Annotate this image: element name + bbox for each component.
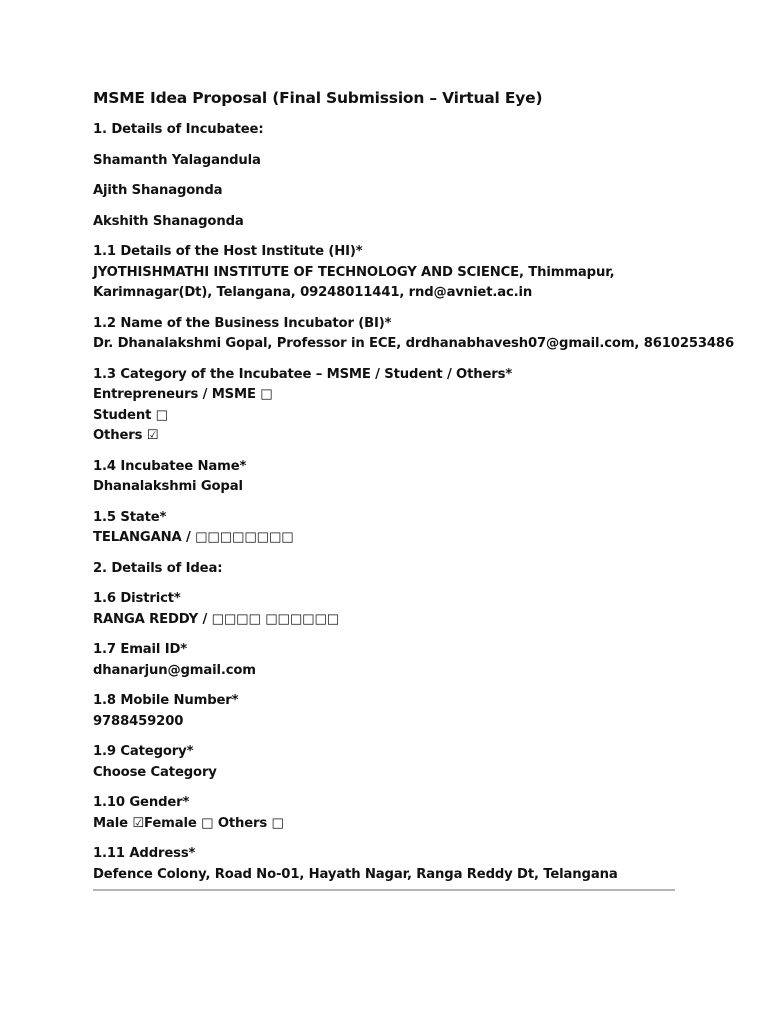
incubatee-name-3: Akshith Shanagonda (93, 213, 244, 229)
horizontal-divider (93, 889, 675, 891)
host-institute-label: 1.1 Details of the Host Institute (HI)* (93, 244, 363, 259)
address-label: 1.11 Address* (93, 846, 196, 861)
mobile-label: 1.8 Mobile Number* (93, 693, 239, 708)
email-block (93, 640, 683, 681)
incubatee-category-block (93, 365, 683, 447)
category-label: 1.9 Category* (93, 744, 194, 759)
incubatee-name-block (93, 457, 683, 498)
category-block (93, 742, 683, 783)
incubatee-name-1: Shamanth Yalagandula (93, 152, 261, 168)
business-incubator-label: 1.2 Name of the Business Incubator (BI)* (93, 315, 392, 331)
business-incubator-block (93, 314, 734, 355)
district-value: RANGA REDDY / □□□□ □□□□□□ (93, 611, 340, 627)
section-1-heading: 1. Details of Incubatee: (93, 122, 264, 137)
host-institute-block (93, 242, 683, 304)
host-institute-value: JYOTHISHMATHI INSTITUTE OF TECHNOLOGY AND SCIENCE, Thimmapur, Karimnagar(Dt), Telangana, 09248011441, rnd@avniet.ac.in (93, 264, 615, 300)
gender-block (93, 793, 683, 834)
district-label: 1.6 District* (93, 591, 181, 606)
address-value: Defence Colony, Road No-01, Hayath Nagar, Ranga Reddy Dt, Telangana (93, 866, 618, 882)
email-label: 1.7 Email ID* (93, 642, 188, 657)
gender-value: Male ☑Female □ Others □ (93, 815, 284, 831)
state-label: 1.5 State* (93, 509, 167, 525)
state-block (93, 508, 683, 549)
address-block (93, 844, 683, 885)
incubatee-name-label: 1.4 Incubatee Name* (93, 458, 247, 474)
section-2-heading: 2. Details of Idea: (93, 560, 223, 576)
district-block (93, 589, 683, 630)
incubatee-category-label: 1.3 Category of the Incubatee – MSME / Student / Others* (93, 366, 513, 382)
incubatee-name-value: Dhanalakshmi Gopal (93, 479, 243, 494)
document-title: MSME Idea Proposal (Final Submission – Virtual Eye) (93, 89, 543, 107)
category-option-student: Student □ (93, 407, 168, 423)
category-option-msme: Entrepreneurs / MSME □ (93, 387, 273, 402)
state-value: TELANGANA / □□□□□□□□ (93, 530, 294, 545)
gender-label: 1.10 Gender* (93, 795, 190, 810)
mobile-value: 9788459200 (93, 713, 184, 729)
business-incubator-value: Dr. Dhanalakshmi Gopal, Professor in ECE, drdhanabhavesh07@gmail.com, 8610253486 (93, 336, 734, 351)
email-value: dhanarjun@gmail.com (93, 662, 256, 678)
category-value: Choose Category (93, 764, 217, 780)
incubatee-name-2: Ajith Shanagonda (93, 183, 223, 198)
document-body (93, 88, 734, 895)
category-option-others: Others ☑ (93, 428, 159, 443)
mobile-block (93, 691, 683, 732)
